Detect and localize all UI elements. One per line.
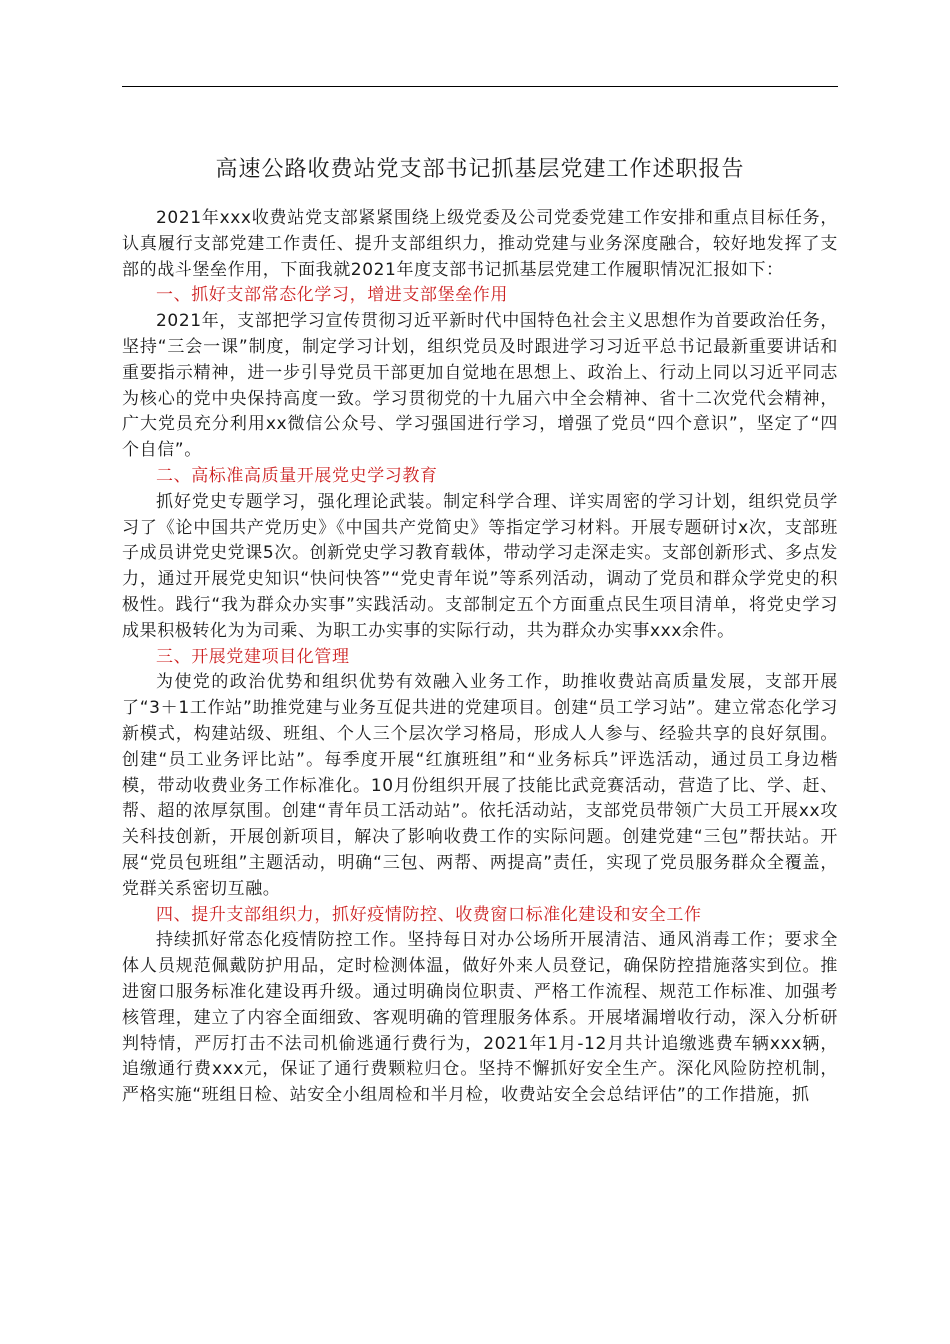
- section-2-body: 抓好党史专题学习，强化理论武装。制定科学合理、详实周密的学习计划，组织党员学习了《论中国共产党历史》《中国共产党简史》等指定学习材料。开展专题研讨x次，支部班子成员讲党史党课5次。创新党史学习教育载体，带动学习走深走实。支部创新形式、多点发力，通过开展党史知识“快问快答”“党史青年说”等系列活动，调动了党员和群众学党史的积极性。践行“我为群众办实事”实践活动。支部制定五个方面重点民生项目清单，将党史学习成果积极转化为为司乘、为职工办实事的实际行动，共为群众办实事xxx余件。: [122, 491, 838, 641]
- section-4-heading: 四、提升支部组织力，抓好疫情防控、收费窗口标准化建设和安全工作: [156, 904, 702, 925]
- document-body: [122, 148, 838, 1109]
- section-1-body: 2021年，支部把学习宣传贯彻习近平新时代中国特色社会主义思想作为首要政治任务，坚持“三会一课”制度，制定学习计划，组织党员及时跟进学习习近平总书记最新重要讲话和重要指示精神，进一步引导党员干部更加自觉地在思想上、政治上、行动上同以习近平同志为核心的党中央保持高度一致。学习贯彻党的十九届六中全会精神、省十二次党代会精神，广大党员充分利用xx微信公众号、学习强国进行学习，增强了党员“四个意识”，坚定了“四个自信”。: [122, 311, 838, 461]
- header-rule: [122, 86, 838, 87]
- section-2-heading: 二、高标准高质量开展党史学习教育: [156, 465, 438, 486]
- section-4-body: 持续抓好常态化疫情防控工作。坚持每日对办公场所开展清洁、通风消毒工作；要求全体人员规范佩戴防护用品，定时检测体温，做好外来人员登记，确保防控措施落实到位。推进窗口服务标准化建设再升级。通过明确岗位职责、严格工作流程、规范工作标准、加强考核管理，建立了内容全面细致、客观明确的管理服务体系。开展堵漏增收行动，深入分析研判特情，严厉打击不法司机偷逃通行费行为，2021年1月-12月共计追缴逃费车辆xxx辆，追缴通行费xxx元，保证了通行费颗粒归仓。坚持不懈抓好安全生产。深化风险防控机制，严格实施“班组日检、站安全小组周检和半月检，收费站安全会总结评估”的工作措施，抓: [122, 930, 838, 1106]
- document-title: 高速公路收费站党支部书记抓基层党建工作述职报告: [215, 157, 745, 182]
- intro-paragraph: 2021年xxx收费站党支部紧紧围绕上级党委及公司党委党建工作安排和重点目标任务，认真履行支部党建工作责任、提升支部组织力，推动党建与业务深度融合，较好地发挥了支部的战斗堡垒作用，下面我就2021年度支部书记抓基层党建工作履职情况汇报如下：: [122, 208, 838, 280]
- section-1-heading: 一、抓好支部常态化学习，增进支部堡垒作用: [156, 285, 508, 306]
- section-3-heading: 三、开展党建项目化管理: [156, 646, 350, 667]
- section-3-body: 为使党的政治优势和组织优势有效融入业务工作，助推收费站高质量发展，支部开展了“3＋1工作站”助推党建与业务互促共进的党建项目。创建“员工学习站”。建立常态化学习新模式，构建站级、班组、个人三个层次学习格局，形成人人参与、经验共享的良好氛围。创建“员工业务评比站”。每季度开展“红旗班组”和“业务标兵”评选活动，通过员工身边楷模，带动收费业务工作标准化。10月份组织开展了技能比武竞赛活动，营造了比、学、赶、帮、超的浓厚氛围。创建“青年员工活动站”。依托活动站，支部党员带领广大员工开展xx攻关科技创新，开展创新项目，解决了影响收费工作的实际问题。创建党建“三包”帮扶站。开展“党员包班组”主题活动，明确“三包、两帮、两提高”责任，实现了党员服务群众全覆盖，党群关系密切互融。: [122, 672, 838, 899]
